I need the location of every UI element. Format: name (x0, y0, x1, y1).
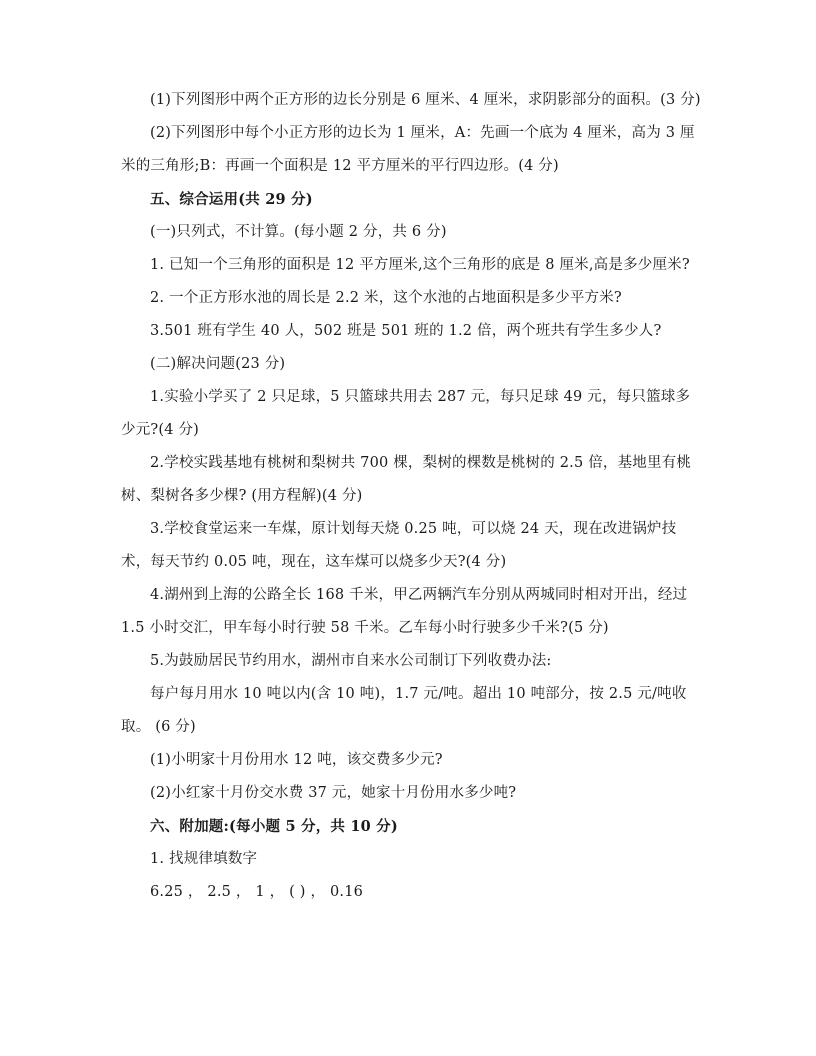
list-item: (2)小红家十月份交水费 37 元，她家十月份用水多少吨? (150, 785, 517, 801)
water-fee-rules: 每户每月用水 10 吨以内(含 10 吨)，1.7 元/吨。超出 10 吨部分，按 2.5 元/吨收取。 (6 分) (121, 686, 687, 735)
section-5-heading: 五、综合运用(共 29 分) (150, 191, 313, 208)
list-item: 1.实验小学买了 2 只足球，5 只篮球共用去 287 元，每只足球 49 元，每只篮球多少元?(4 分) (121, 389, 691, 438)
document-body (121, 84, 701, 909)
subsection-1-heading: (一)只列式，不计算。(每小题 2 分，共 6 分) (150, 224, 447, 240)
list-item: 5.为鼓励居民节约用水，湖州市自来水公司制订下列收费办法: (150, 653, 552, 669)
list-item: 3.学校食堂运来一车煤，原计划每天烧 0.25 吨，可以烧 24 天，现在改进锅炉技术，每天节约 0.05 吨，现在，这车煤可以烧多少天?(4 分) (121, 521, 677, 570)
question-1-shaded-area: (1)下列图形中两个正方形的边长分别是 6 厘米、4 厘米，求阴影部分的面积。(3 分) (150, 92, 701, 108)
list-item: (1)小明家十月份用水 12 吨，该交费多少元? (150, 752, 443, 768)
section-6-heading: 六、附加题:(每小题 5 分，共 10 分) (150, 818, 398, 835)
list-item: 2.学校实践基地有桃树和梨树共 700 棵，梨树的棵数是桃树的 2.5 倍，基地里有桃树、梨树各多少棵? (用方程解)(4 分) (121, 455, 692, 504)
list-item: 1. 已知一个三角形的面积是 12 平方厘米,这个三角形的底是 8 厘米,高是多少厘米? (150, 257, 690, 273)
list-item: 3.501 班有学生 40 人，502 班是 501 班的 1.2 倍，两个班共有学生多少人? (150, 323, 662, 339)
list-item: 1. 找规律填数字 (150, 851, 258, 867)
list-item: 4.湖州到上海的公路全长 168 千米，甲乙两辆汽车分别从两城同时相对开出，经过 1.5 小时交汇，甲车每小时行驶 58 千米。乙车每小时行驶多少千米?(5 分) (121, 587, 688, 636)
number-sequence: 6.25 ， 2.5 ， 1 ， ( ) ， 0.16 (150, 884, 364, 900)
question-2-drawing: (2)下列图形中每个小正方形的边长为 1 厘米，A：先画一个底为 4 厘米，高为 3 厘米的三角形;B：再画一个面积是 12 平方厘米的平行四边形。(4 分) (121, 125, 695, 174)
list-item: 2. 一个正方形水池的周长是 2.2 米，这个水池的占地面积是多少平方米? (150, 290, 622, 306)
subsection-2-heading: (二)解决问题(23 分) (150, 356, 286, 372)
